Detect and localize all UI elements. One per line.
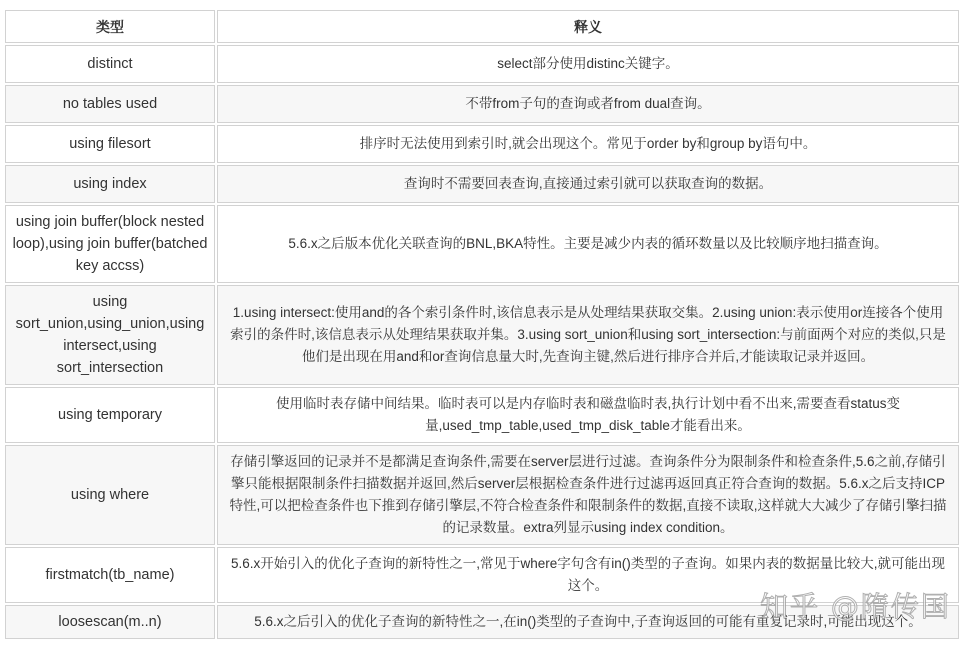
row-description: 排序时无法使用到索引时,就会出现这个。常见于order by和group by语句中。 bbox=[217, 125, 959, 163]
table-row bbox=[5, 165, 959, 203]
header-description: 释义 bbox=[217, 10, 959, 43]
table-row bbox=[5, 85, 959, 123]
row-description: 5.6.x之后版本优化关联查询的BNL,BKA特性。主要是减少内表的循环数量以及比较顺序地扫描查询。 bbox=[217, 205, 959, 283]
table-row bbox=[5, 205, 959, 283]
row-type: using sort_union,using_union,using intersect,using sort_intersection bbox=[5, 285, 215, 385]
row-description: 查询时不需要回表查询,直接通过索引就可以获取查询的数据。 bbox=[217, 165, 959, 203]
row-type: firstmatch(tb_name) bbox=[5, 547, 215, 603]
row-type: distinct bbox=[5, 45, 215, 83]
table-header-row bbox=[5, 10, 959, 43]
row-description: 使用临时表存储中间结果。临时表可以是内存临时表和磁盘临时表,执行计划中看不出来,需要查看status变量,used_tmp_table,used_tmp_disk_table才能看出来。 bbox=[217, 387, 959, 443]
table-row bbox=[5, 605, 959, 639]
watermark: 知乎 @隋传国 bbox=[760, 590, 951, 623]
table-row bbox=[5, 285, 959, 385]
row-type: using where bbox=[5, 445, 215, 545]
row-type: using index bbox=[5, 165, 215, 203]
table-row bbox=[5, 125, 959, 163]
row-type: loosescan(m..n) bbox=[5, 605, 215, 639]
row-type: using temporary bbox=[5, 387, 215, 443]
row-description: 1.using intersect:使用and的各个索引条件时,该信息表示是从处理结果获取交集。2.using union:表示使用or连接各个使用索引的条件时,该信息表示从处理结果获取并集。3.using sort_union和using sort_intersection:与前面两个对应的类似,只是他们是出现在用and和or查询信息量大时,先查询主键,然后进行排序合并后,才能读取记录并返回。 bbox=[217, 285, 959, 385]
row-description: select部分使用distinc关键字。 bbox=[217, 45, 959, 83]
row-description: 5.6.x开始引入的优化子查询的新特性之一,常见于where字句含有in()类型的子查询。如果内表的数据量比较大,就可能出现这个。 bbox=[217, 547, 959, 603]
row-type: using filesort bbox=[5, 125, 215, 163]
table-row bbox=[5, 547, 959, 603]
row-description: 存储引擎返回的记录并不是都满足查询条件,需要在server层进行过滤。查询条件分为限制条件和检查条件,5.6之前,存储引擎只能根据限制条件扫描数据并返回,然后server层根据检查条件进行过滤再返回真正符合查询的数据。5.6.x之后支持ICP特性,可以把检查条件也下推到存储引擎层,不符合检查条件和限制条件的数据,直接不读取,这样就大大减少了存储引擎扫描的记录数量。extra列显示using index condition。 bbox=[217, 445, 959, 545]
header-type: 类型 bbox=[5, 10, 215, 43]
table-row bbox=[5, 45, 959, 83]
extra-info-table bbox=[3, 8, 961, 641]
table-row bbox=[5, 387, 959, 443]
row-type: using join buffer(block nested loop),using join buffer(batched key accss) bbox=[5, 205, 215, 283]
row-description: 不带from子句的查询或者from dual查询。 bbox=[217, 85, 959, 123]
row-type: no tables used bbox=[5, 85, 215, 123]
table-row bbox=[5, 445, 959, 545]
row-description: 5.6.x之后引入的优化子查询的新特性之一,在in()类型的子查询中,子查询返回的可能有重复记录时,可能出现这个。 bbox=[217, 605, 959, 639]
